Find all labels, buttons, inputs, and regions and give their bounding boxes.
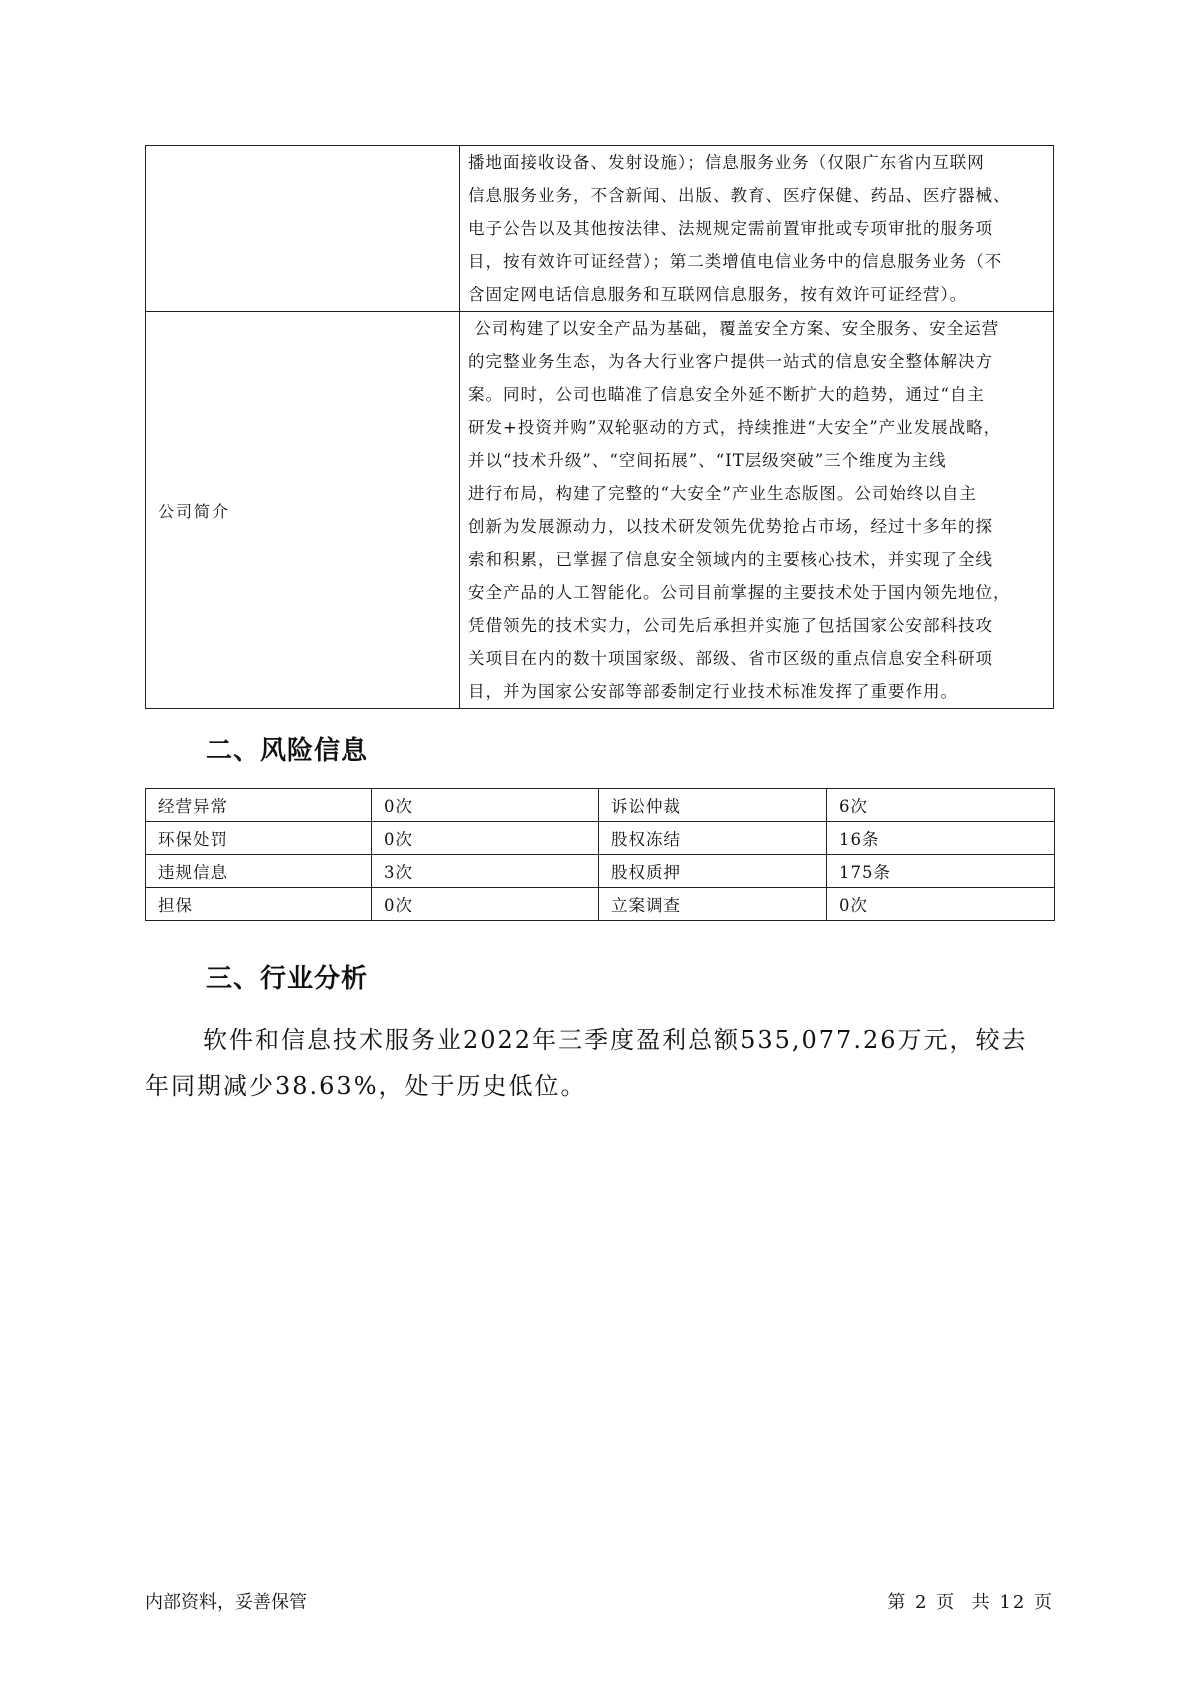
company-intro-text <box>460 312 1054 709</box>
business-scope-text <box>460 146 1054 312</box>
page-number: 第 2 页 共 12 页 <box>887 1592 1054 1613</box>
risk-value: 175条 <box>827 855 1055 888</box>
text-line: 信息服务业务，不含新闻、出版、教育、医疗保健、药品、医疗器械、 <box>468 186 1011 205</box>
table-row <box>146 855 1055 888</box>
text-line: 索和积累，已掌握了信息安全领域内的主要核心技术，并实现了全线 <box>468 550 993 569</box>
risk-value: 0次 <box>372 789 599 822</box>
risk-value: 0次 <box>372 888 599 921</box>
risk-label: 股权质押 <box>599 855 827 888</box>
text-line: 创新为发展源动力，以技术研发领先优势抢占市场，经过十多年的探 <box>468 517 993 536</box>
text-line: 案。同时，公司也瞄准了信息安全外延不断扩大的趋势，通过“自主 <box>468 385 985 404</box>
risk-value: 0次 <box>372 822 599 855</box>
risk-section-heading: 二、风险信息 <box>206 736 369 766</box>
text-line: 公司构建了以安全产品为基础，覆盖安全方案、安全服务、安全运营 <box>468 319 1000 338</box>
table-row <box>146 312 1054 709</box>
footer-confidential-note: 内部资料，妥善保管 <box>145 1592 307 1613</box>
text-line: 播地面接收设备、发射设施）；信息服务业务（仅限广东省内互联网 <box>468 153 985 172</box>
text-line: 研发+投资并购”双轮驱动的方式，持续推进“大安全”产业发展战略， <box>468 418 1002 437</box>
industry-section-heading: 三、行业分析 <box>206 964 369 994</box>
text-line: 凭借领先的技术实力，公司先后承担并实施了包括国家公安部科技攻 <box>468 616 993 635</box>
text-line: 安全产品的人工智能化。公司目前掌握的主要技术处于国内领先地位， <box>468 583 1011 602</box>
risk-label: 股权冻结 <box>599 822 827 855</box>
row-label <box>146 146 460 312</box>
text-line: 进行布局，构建了完整的“大安全”产业生态版图。公司始终以自主 <box>468 484 977 503</box>
text-line: 年同期减少38.63%，处于历史低位。 <box>145 1072 587 1100</box>
table-row <box>146 789 1055 822</box>
risk-label: 违规信息 <box>146 855 372 888</box>
text-line: 电子公告以及其他按法律、法规规定需前置审批或专项审批的服务项 <box>468 219 993 238</box>
risk-label: 担保 <box>146 888 372 921</box>
table-row <box>146 888 1055 921</box>
risk-value: 0次 <box>827 888 1055 921</box>
industry-analysis-paragraph <box>145 1017 1054 1109</box>
table-row <box>146 822 1055 855</box>
risk-info-table <box>145 788 1055 921</box>
text-line: 的完整业务生态，为各大行业客户提供一站式的信息安全整体解决方 <box>468 352 993 371</box>
risk-label: 诉讼仲裁 <box>599 789 827 822</box>
row-label-company-intro: 公司简介 <box>146 312 460 709</box>
risk-value: 3次 <box>372 855 599 888</box>
text-line: 目，按有效许可证经营）；第二类增值电信业务中的信息服务业务（不 <box>468 252 1003 271</box>
risk-label: 环保处罚 <box>146 822 372 855</box>
company-info-table <box>145 145 1054 709</box>
text-line: 目，并为国家公安部等部委制定行业技术标准发挥了重要作用。 <box>468 682 958 701</box>
risk-label: 经营异常 <box>146 789 372 822</box>
risk-label: 立案调查 <box>599 888 827 921</box>
text-line: 并以“技术升级”、“空间拓展”、“IT层级突破”三个维度为主线 <box>468 451 947 470</box>
risk-value: 6次 <box>827 789 1055 822</box>
text-line: 关项目在内的数十项国家级、部级、省市区级的重点信息安全科研项 <box>468 649 993 668</box>
text-line: 含固定网电话信息服务和互联网信息服务，按有效许可证经营）。 <box>468 285 968 304</box>
text-line: 软件和信息技术服务业2022年三季度盈利总额535,077.26万元，较去 <box>203 1026 1028 1054</box>
risk-value: 16条 <box>827 822 1055 855</box>
table-row <box>146 146 1054 312</box>
